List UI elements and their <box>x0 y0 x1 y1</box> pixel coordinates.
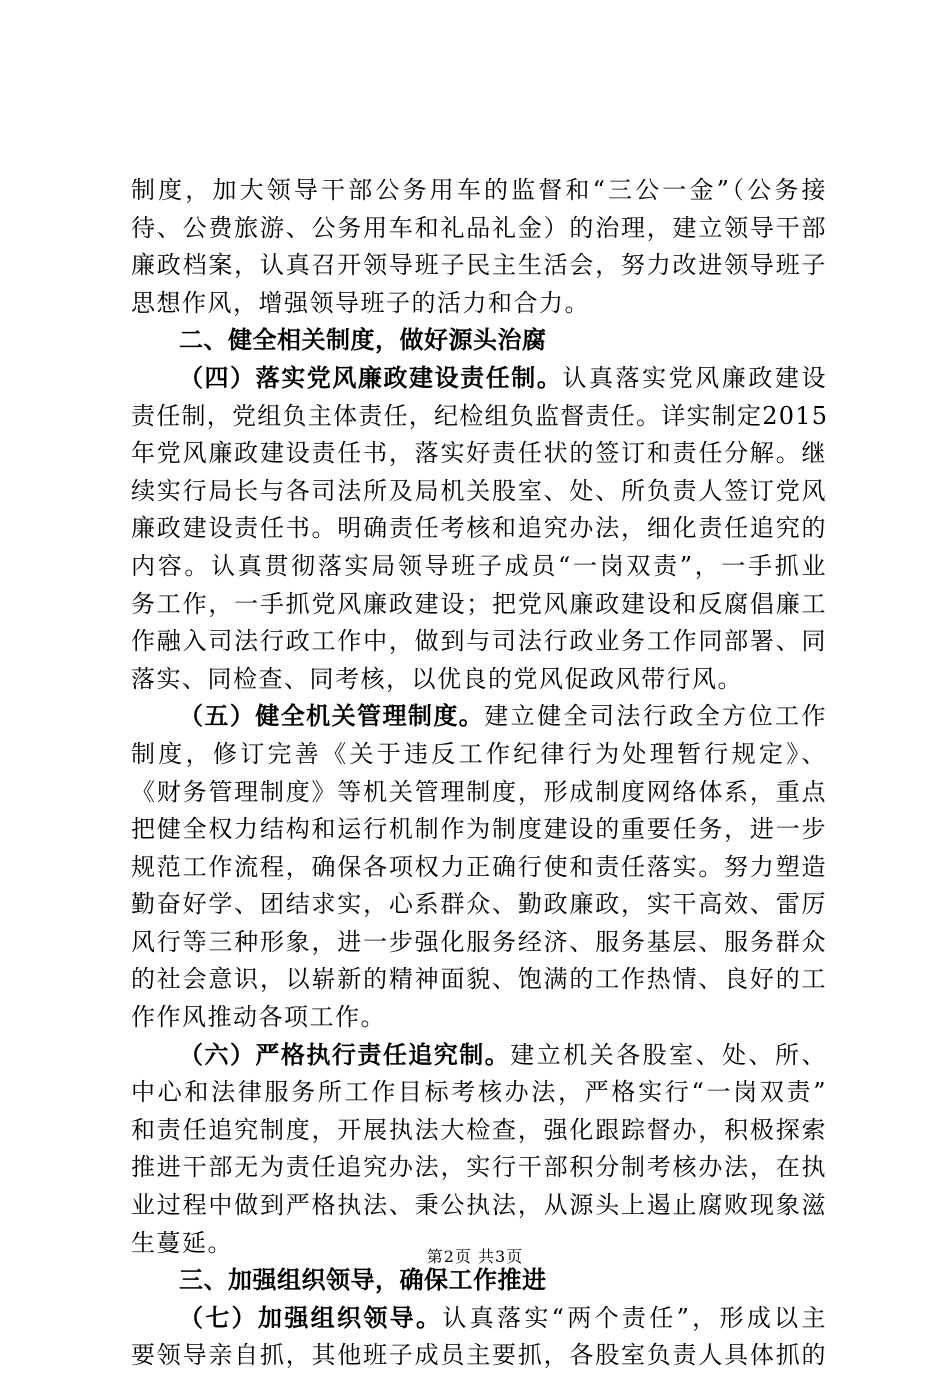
text-line: 《财务管理制度》等机关管理制度，形成制度网络体系，重点 <box>131 777 827 806</box>
text-line: 制度，修订完善《关于违反工作纪律行为处理暂行规定》、 <box>131 739 827 768</box>
item-title: （四）落实党风廉政建设责任制。 <box>179 363 563 392</box>
item-title: （六）严格执行责任追究制。 <box>179 1040 511 1069</box>
text-line: 规范工作流程，确保各项权力正确行使和责任落实。努力塑造 <box>131 852 827 881</box>
section-heading: 二、健全相关制度，做好源头治腐 <box>179 326 547 355</box>
line-text: 认真落实“两个责任”，形成以主 <box>442 1303 828 1332</box>
text-line: 年党风廉政建设责任书，落实好责任状的签订和责任分解。继 <box>131 439 827 468</box>
text-line: 和责任追究制度，开展执法大检查，强化跟踪督办，积极探索 <box>131 1115 827 1144</box>
text-line: 要领导亲自抓，其他班子成员主要抓，各股室负责人具体抓的 <box>131 1341 827 1370</box>
text-line: 把健全权力结构和运行机制作为制度建设的重要任务，进一步 <box>131 815 827 844</box>
text-line: 中心和法律服务所工作目标考核办法，严格实行“一岗双责” <box>131 1078 827 1107</box>
paragraph-first-line <box>131 1037 827 1075</box>
item-title: （五）健全机关管理制度。 <box>179 702 485 731</box>
line-text: 建立健全司法行政全方位工作 <box>484 702 827 731</box>
text-line: 制度，加大领导干部公务用车的监督和“三公一金”（公务接 <box>131 176 827 204</box>
text-line: 的社会意识，以崭新的精神面貌、饱满的工作热情、良好的工 <box>131 965 827 994</box>
paragraph-first-line <box>131 698 827 736</box>
paragraph-last-line: 生蔓延。 <box>131 1228 233 1257</box>
text-line: 待、公费旅游、公务用车和礼品礼金）的治理，建立领导干部 <box>131 213 827 242</box>
line-text: 认真落实党风廉政建设 <box>562 363 827 392</box>
section-heading: 三、加强组织领导，确保工作推进 <box>179 1266 547 1295</box>
text-line: 风行等三种形象，进一步强化服务经济、服务基层、服务群众 <box>131 927 827 956</box>
text-line: 内容。认真贯彻落实局领导班子成员“一岗双责”，一手抓业 <box>131 551 827 580</box>
text-line: 推进干部无为责任追究办法，实行干部积分制考核办法，在执 <box>131 1153 827 1182</box>
page-footer: 第2页 共3页 <box>426 1247 524 1266</box>
text-line: 廉政档案，认真召开领导班子民主生活会，努力改进领导班子 <box>131 251 827 280</box>
text-line: 作融入司法行政工作中，做到与司法行政业务工作同部署、同 <box>131 627 827 656</box>
paragraph-last-line: 落实、同检查、同考核，以优良的党风促政风带行风。 <box>131 664 743 693</box>
text-line: 务工作，一手抓党风廉政建设；把党风廉政建设和反腐倡廉工 <box>131 589 827 618</box>
text-line: 廉政建设责任书。明确责任考核和追究办法，细化责任追究的 <box>131 514 827 543</box>
text-line: 勤奋好学、团结求实，心系群众、勤政廉政，实干高效、雷厉 <box>131 890 827 919</box>
paragraph-first-line <box>131 1300 827 1338</box>
text-line: 责任制，党组负主体责任，纪检组负监督责任。详实制定2015 <box>131 401 829 430</box>
text-line: 业过程中做到严格执法、秉公执法，从源头上遏止腐败现象滋 <box>131 1191 827 1220</box>
paragraph-first-line <box>131 360 827 398</box>
line-text: 建立机关各股室、处、所、 <box>510 1040 828 1069</box>
text-line: 续实行局长与各司法所及局机关股室、处、所负责人签订党风 <box>131 476 827 505</box>
item-title: （七）加强组织领导。 <box>179 1303 443 1332</box>
paragraph-last-line: 作作风推动各项工作。 <box>131 1003 386 1032</box>
document-body <box>131 172 827 1375</box>
paragraph-last-line: 思想作风，增强领导班子的活力和合力。 <box>131 288 590 317</box>
